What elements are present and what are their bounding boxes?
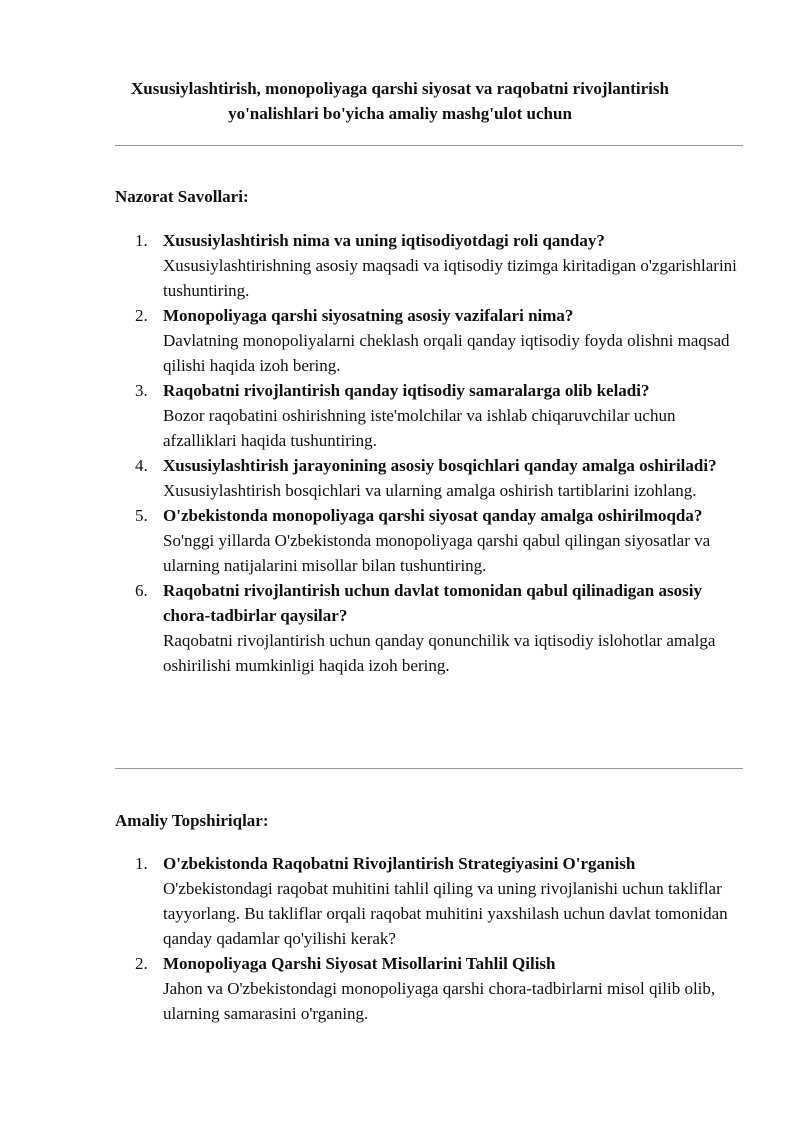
question-number: 1. bbox=[135, 231, 148, 250]
nazorat-question-2 bbox=[115, 303, 745, 378]
amaliy-task-2 bbox=[115, 951, 745, 1026]
nazorat-question-5 bbox=[115, 503, 745, 578]
question-title: Monopoliyaga qarshi siyosatning asosiy vazifalari nima? bbox=[163, 306, 574, 325]
question-description: Bozor raqobatini oshirishning iste'molchilar va ishlab chiqaruvchilar uchun afzalliklari haqida tushuntiring. bbox=[163, 406, 676, 450]
question-description: Raqobatni rivojlantirish uchun qanday qonunchilik va iqtisodiy islohotlar amalga oshirilishi mumkinligi haqida izoh bering. bbox=[163, 631, 716, 675]
nazorat-question-3 bbox=[115, 378, 745, 453]
document-title bbox=[100, 76, 700, 126]
task-title: Monopoliyaga Qarshi Siyosat Misollarini Tahlil Qilish bbox=[163, 954, 556, 973]
question-description: Xususiylashtirish bosqichlari va ularning amalga oshirish tartiblarini izohlang. bbox=[163, 481, 697, 500]
task-description: O'zbekistondagi raqobat muhitini tahlil qiling va uning rivojlanishi uchun takliflar tayyorlang. Bu takliflar orqali raqobat muhitini yaxshilash uchun davlat tomonidan qanday qadamlar qo'yilishi kerak? bbox=[163, 879, 728, 948]
question-number: 4. bbox=[135, 456, 148, 475]
amaliy-heading: Amaliy Topshiriqlar: bbox=[115, 811, 269, 830]
question-title: Xususiylashtirish nima va uning iqtisodiyotdagi roli qanday? bbox=[163, 231, 605, 250]
task-number: 2. bbox=[135, 954, 148, 973]
nazorat-question-4 bbox=[115, 453, 745, 503]
question-title: Xususiylashtirish jarayonining asosiy bosqichlari qanday amalga oshiriladi? bbox=[163, 456, 717, 475]
nazorat-question-6 bbox=[115, 578, 745, 678]
nazorat-questions-list bbox=[115, 228, 745, 678]
horizontal-divider bbox=[115, 145, 743, 146]
question-title: Raqobatni rivojlantirish qanday iqtisodiy samaralarga olib keladi? bbox=[163, 381, 650, 400]
amaliy-tasks-list bbox=[115, 851, 745, 1026]
nazorat-question-1 bbox=[115, 228, 745, 303]
question-number: 6. bbox=[135, 581, 148, 600]
task-description: Jahon va O'zbekistondagi monopoliyaga qarshi chora-tadbirlarni misol qilib olib, ularning samarasini o'rganing. bbox=[163, 979, 716, 1023]
question-number: 3. bbox=[135, 381, 148, 400]
question-description: So'nggi yillarda O'zbekistonda monopoliyaga qarshi qabul qilingan siyosatlar va ularning natijalarini misollar bilan tushuntiring. bbox=[163, 531, 711, 575]
question-description: Davlatning monopoliyalarni cheklash orqali qanday iqtisodiy foyda olishni maqsad qilishi haqida izoh bering. bbox=[163, 331, 730, 375]
task-title: O'zbekistonda Raqobatni Rivojlantirish Strategiyasini O'rganish bbox=[163, 854, 636, 873]
nazorat-heading: Nazorat Savollari: bbox=[115, 187, 249, 206]
document-title-line-1: Xususiylashtirish, monopoliyaga qarshi siyosat va raqobatni rivojlantirish bbox=[131, 79, 669, 98]
task-number: 1. bbox=[135, 854, 148, 873]
document-title-line-2: yo'nalishlari bo'yicha amaliy mashg'ulot uchun bbox=[228, 104, 572, 123]
amaliy-task-1 bbox=[115, 851, 745, 951]
question-title: Raqobatni rivojlantirish uchun davlat tomonidan qabul qilinadigan asosiy chora-tadbirlar qaysilar? bbox=[163, 581, 702, 625]
horizontal-divider bbox=[115, 768, 743, 769]
question-number: 5. bbox=[135, 506, 148, 525]
question-title: O'zbekistonda monopoliyaga qarshi siyosat qanday amalga oshirilmoqda? bbox=[163, 506, 703, 525]
question-number: 2. bbox=[135, 306, 148, 325]
question-description: Xususiylashtirishning asosiy maqsadi va iqtisodiy tizimga kiritadigan o'zgarishlarini tushuntiring. bbox=[163, 256, 737, 300]
